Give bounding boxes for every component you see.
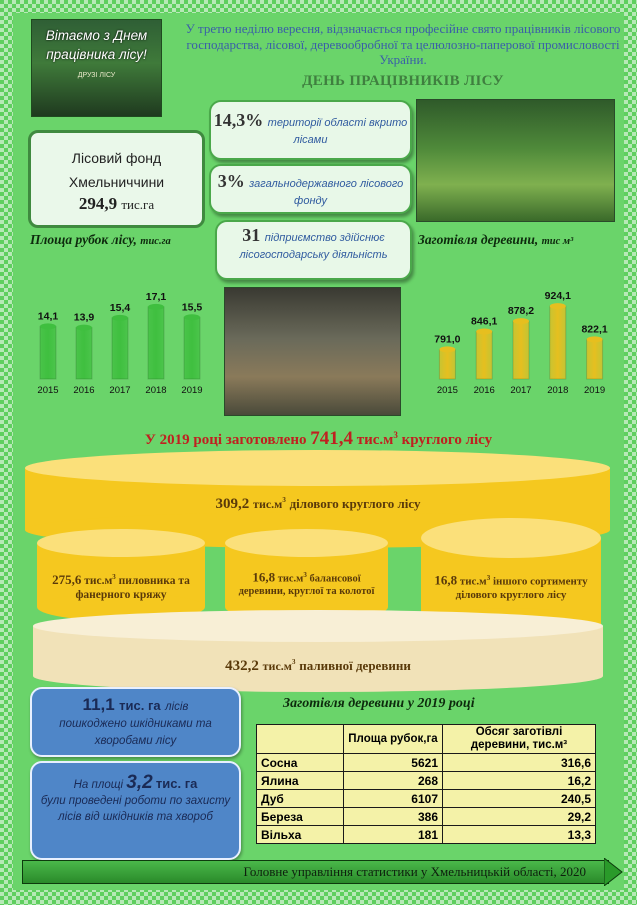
harvest-year-label: 2017 <box>510 385 532 396</box>
harvest-value-label: 822,1 <box>581 323 608 336</box>
druzi-lisu-logo: ДРУЗІ ЛІСУ <box>77 72 116 79</box>
table-row: Ялина 268 16,2 <box>257 772 596 790</box>
stat-text: загальнодержавного лісового фонду <box>249 178 404 207</box>
logging-area-year-label: 2017 <box>109 385 131 396</box>
harvest-year-label: 2016 <box>473 385 495 396</box>
cylinder-left-label: 275,6 $тис.м^3$ пиловника та фанерного кряжу <box>52 571 190 601</box>
forest-fund-value: 294,9 тис.га <box>78 194 155 213</box>
logging-area-value-label: 15,5 <box>181 301 203 314</box>
footer-banner: Головне управління статистики у Хмельницькій області, 2020 <box>22 860 609 884</box>
stat-number: 31 <box>242 225 261 245</box>
harvest-year-label: 2019 <box>584 385 606 396</box>
forest-fund-label: Лісовий фонд Хмельниччини <box>68 150 165 190</box>
harvest-year-label: 2018 <box>547 385 569 396</box>
logging-area-value-label: 14,1 <box>37 310 59 323</box>
logging-area-year-label: 2019 <box>181 385 203 396</box>
table-row: Сосна 5621 316,6 <box>257 754 596 772</box>
greeting-title: Вітаємо з Днем працівника лісу! <box>45 28 148 62</box>
logging-area-year-label: 2018 <box>145 385 167 396</box>
harvest-chart-title: Заготівля деревини, тис м³ <box>418 232 574 247</box>
content-panel <box>13 13 624 890</box>
cylinder-right-label: 16,8 $тис.м^3$ іншого сортименту ділового круглого лісу <box>434 572 588 601</box>
damage-box: 11,1 тис. га лісів пошкоджено шкідниками та хворобами лісу <box>30 687 241 757</box>
cylinder-top-label: 309,2 $тис.м^3$ ділового круглого лісу <box>215 496 421 512</box>
table-header-row: Площа рубок,га Обсяг заготівлі деревини, тис.м³ <box>257 725 596 754</box>
stat-number: 3% <box>217 171 245 191</box>
cylinder-middle-label: 16,8 $тис.м^3$ балансової деревини, круглої та колотої <box>238 569 375 597</box>
logging-area-value-label: 15,4 <box>109 301 131 314</box>
logging-area-year-label: 2015 <box>37 385 59 396</box>
protection-box: На площі 3,2 тис. га були проведені роботи по захисту лісів від шкідників та хвороб <box>30 761 241 860</box>
total-harvest-title: У 2019 році заготовлено 741,4 $тис.м^3$ круглого лісу <box>144 428 493 449</box>
stat-text: підприємство здійснює лісогосподарську діяльність <box>239 232 388 261</box>
stat-text: території області вкрито лісами <box>267 117 408 146</box>
logging-area-value-label: 17,1 <box>145 290 167 303</box>
table-row: Береза 386 29,2 <box>257 808 596 826</box>
cylinder-bottom-label: 432,2 $тис.м^3$ паливної деревини <box>225 658 411 674</box>
logging-area-year-label: 2016 <box>73 385 95 396</box>
day-title: ДЕНЬ ПРАЦІВНИКІВ ЛІСУ <box>302 73 504 89</box>
intro-text: У третю неділю вересня, відзначається професійне свято працівників лісового господарства, лісової, деревообробної та целюлозно-паперової промисловості України. <box>185 21 621 67</box>
harvest-value-label: 924,1 <box>544 290 571 303</box>
logging-area-value-label: 13,9 <box>73 311 95 324</box>
logging-area-title: Площа рубок лісу, тис.га <box>30 232 171 247</box>
stat-number: 14,3% <box>213 110 264 130</box>
footer-arrow-icon <box>604 858 624 886</box>
species-harvest-table <box>256 724 596 844</box>
harvest-value-label: 846,1 <box>471 315 498 328</box>
species-table-title: Заготівля деревини у 2019 році <box>283 696 475 711</box>
harvest-value-label: 878,2 <box>507 305 535 318</box>
harvest-year-label: 2015 <box>436 385 458 396</box>
harvest-value-label: 791,0 <box>434 333 461 346</box>
cylinder-bottom <box>33 610 603 692</box>
table-row: Дуб 6107 240,5 <box>257 790 596 808</box>
table-row: Вільха 181 13,3 <box>257 826 596 844</box>
